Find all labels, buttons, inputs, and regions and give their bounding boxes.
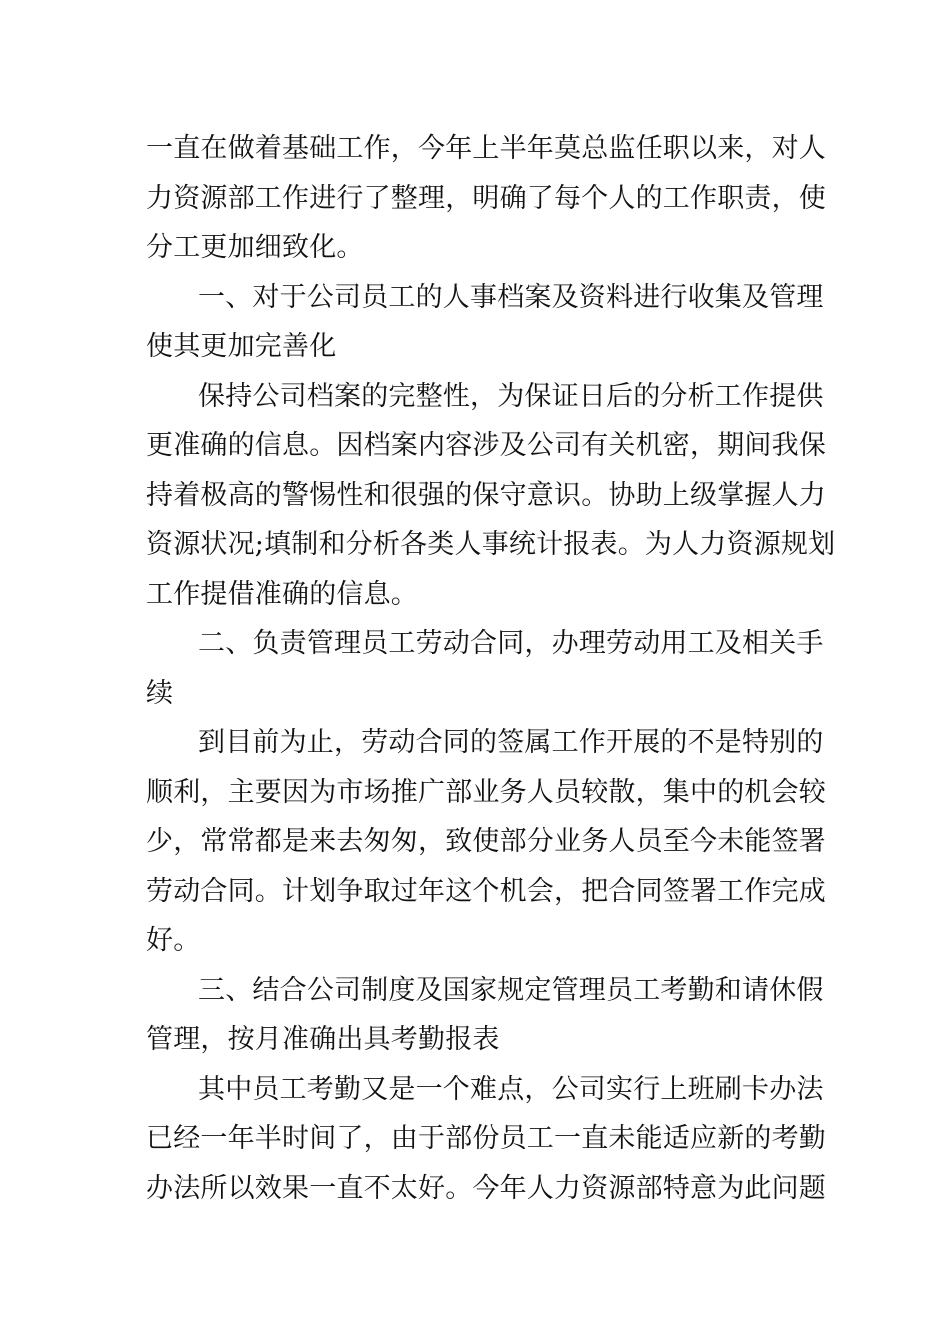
text-line: 少，常常都是来去匆匆，致使部分业务人员至今未能签署 (146, 826, 826, 857)
text-line: 一直在做着基础工作，今年上半年莫总监任职以来，对人 (146, 133, 826, 164)
section-heading-2: 二、负责管理员工劳动合同，办理劳动用工及相关手 (198, 628, 824, 659)
section-heading-3: 三、结合公司制度及国家规定管理员工考勤和请休假 (198, 974, 824, 1006)
text-line: 已经一年半时间了，由于部份员工一直未能适应新的考勤 (146, 1123, 826, 1154)
body-text (146, 124, 836, 1213)
text-line: 顺利，主要因为市场推广部业务人员较散，集中的机会较 (146, 776, 826, 808)
text-line: 到目前为止，劳动合同的签属工作开展的不是特别的 (198, 727, 824, 758)
text-line: 保持公司档案的完整性，为保证日后的分析工作提供 (198, 380, 824, 412)
text-line: 办法所以效果一直不太好。今年人力资源部特意为此问题 (146, 1172, 826, 1204)
section-heading-2-cont: 续 (146, 677, 174, 709)
section-heading-3-cont: 管理，按月准确出具考勤报表 (146, 1024, 500, 1055)
text-line: 其中员工考勤又是一个难点，公司实行上班刷卡办法 (198, 1073, 824, 1105)
text-line: 分工更加细致化。 (146, 232, 364, 263)
text-line: 劳动合同。计划争取过年这个机会，把合同签署工作完成 (146, 875, 826, 907)
text-line: 更准确的信息。因档案内容涉及公司有关机密，期间我保 (146, 430, 826, 461)
section-heading-1: 一、对于公司员工的人事档案及资料进行收集及管理 (198, 281, 824, 313)
text-line: 工作提借准确的信息。 (146, 578, 418, 610)
text-line: 资源状况;填制和分析各类人事统计报表。为人力资源规划 (146, 529, 836, 560)
text-line: 好。 (146, 925, 201, 956)
text-line: 力资源部工作进行了整理，明确了每个人的工作职责，使 (146, 182, 826, 214)
section-heading-1-cont: 使其更加完善化 (146, 331, 337, 362)
text-line: 持着极高的警惕性和很强的保守意识。协助上级掌握人力 (146, 479, 826, 511)
